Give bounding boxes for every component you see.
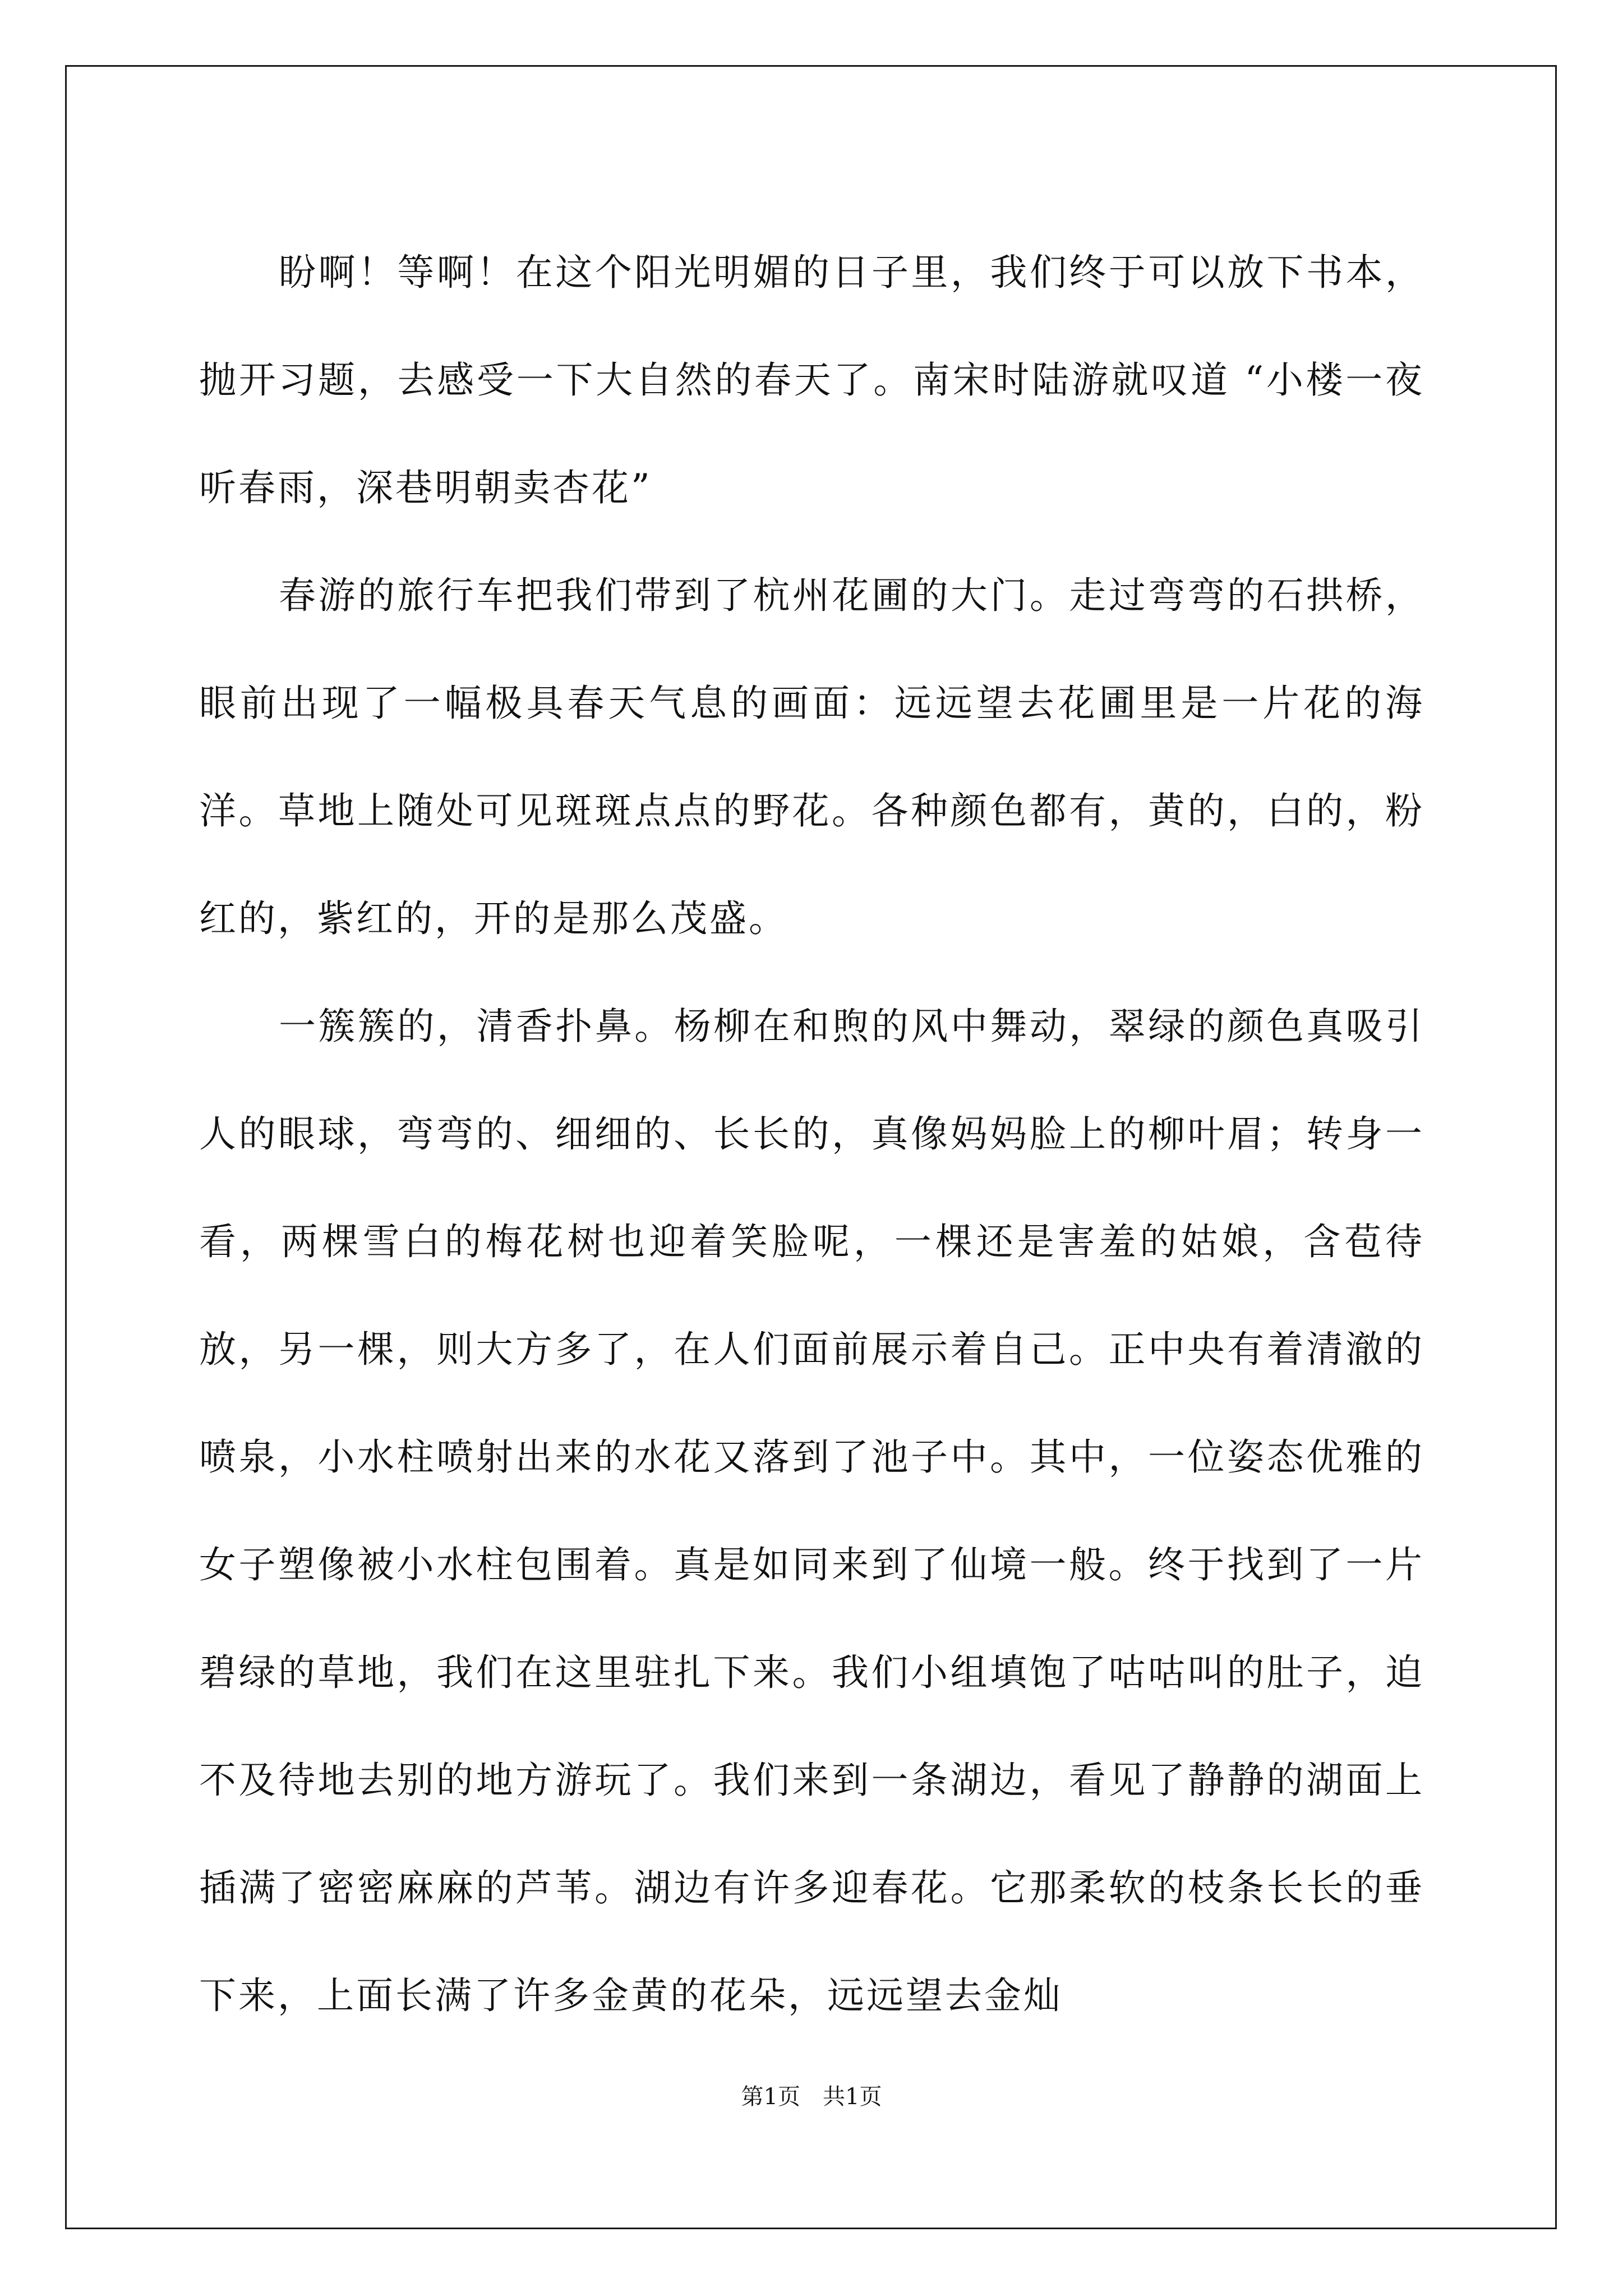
page-count: 共1页 xyxy=(823,2084,882,2110)
paragraph: 春游的旅行车把我们带到了杭州花圃的大门。走过弯弯的石拱桥，眼前出现了一幅极具春天气息的画面：远远望去花圃里是一片花的海洋。草地上随处可见斑斑点点的野花。各种颜色都有，黄的，白的，粉红的，紫红的，开的是那么茂盛。 xyxy=(199,574,1424,940)
paragraph: 盼啊！等啊！在这个阳光明媚的日子里，我们终于可以放下书本，抛开习题，去感受一下大自然的春天了。南宋时陆游就叹道 “小楼一夜听春雨，深巷明朝卖杏花” xyxy=(199,251,1424,509)
document-body xyxy=(199,219,1424,2050)
paragraph: 一簇簇的，清香扑鼻。杨柳在和煦的风中舞动，翠绿的颜色真吸引人的眼球，弯弯的、细细的、长长的，真像妈妈脸上的柳叶眉；转身一看，两棵雪白的梅花树也迎着笑脸呢，一棵还是害羞的姑娘，含苞待放，另一棵，则大方多了，在人们面前展示着自己。正中央有着清澈的喷泉，小水柱喷射出来的水花又落到了池子中。其中，一位姿态优雅的女子塑像被小水柱包围着。真是如同来到了仙境一般。终于找到了一片碧绿的草地，我们在这里驻扎下来。我们小组填饱了咕咕叫的肚子，迫不及待地去别的地方游玩了。我们来到一条湖边，看见了静静的湖面上插满了密密麻麻的芦苇。湖边有许多迎春花。它那柔软的枝条长长的垂下来，上面长满了许多金黄的花朵，远远望去金灿 xyxy=(199,1005,1424,2017)
page-number: 第1页 xyxy=(741,2084,800,2110)
page-footer xyxy=(0,2081,1623,2113)
